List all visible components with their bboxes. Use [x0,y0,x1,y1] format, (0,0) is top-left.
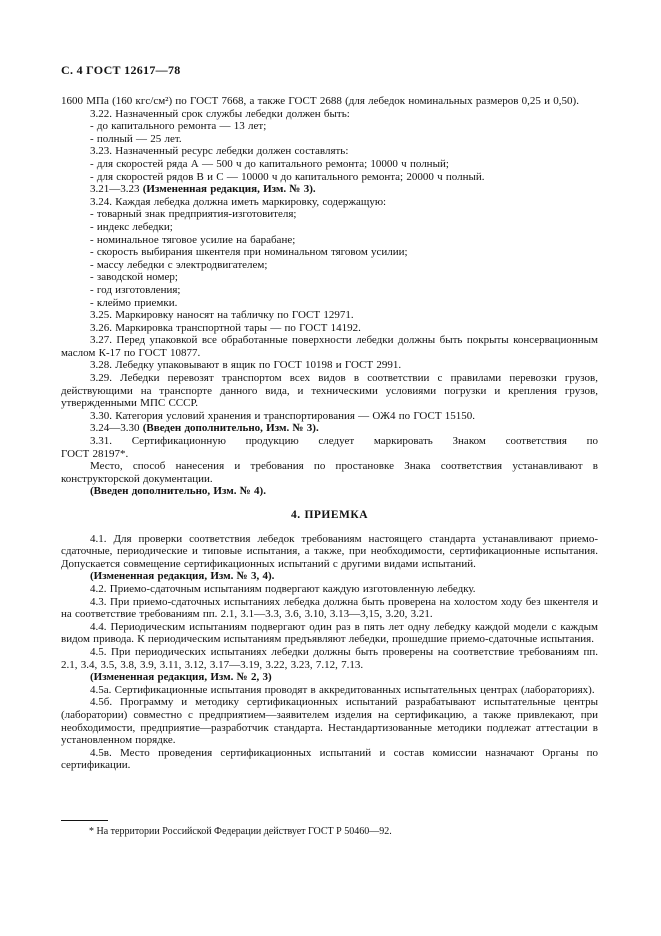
page-header: С. 4 ГОСТ 12617—78 [61,63,181,77]
paragraph [61,596,598,621]
paragraph [61,460,598,485]
paragraph [61,410,598,423]
text-run: - индекс лебедки; [90,220,173,233]
bold-run: (Измененная редакция, Изм. № 3). [142,183,316,196]
text-run: 3.24—3.30 [90,422,143,435]
text-run: 4.3. При приемо-сдаточных испытаниях лебедка должна быть проверена на холостом ходу без шкентеля и на соответствие требованиям пп. 2.1, 3.1—3.3, 3.6, 3.10, 3.13—3,15, 3.20, 3.21. [61,595,598,621]
list-item [61,259,598,272]
paragraph [61,95,598,108]
paragraph [61,747,598,772]
text-run: 3.21—3.23 [90,183,143,196]
list-item [61,171,598,184]
revision-note [61,183,598,196]
paragraph [61,334,598,359]
text-run: - год изготовления; [90,283,181,296]
text-run: 3.23. Назначенный ресурс лебедки должен составлять: [90,145,349,158]
bold-run: (Введен дополнительно, Изм. № 4). [90,485,266,498]
paragraph [61,684,598,697]
text-run: 4.1. Для проверки соответствия лебедок требованиям настоящего стандарта устанавливают приемо-сдаточные, периодические и типовые испытания, а также, при необходимости, сертификационные испытания. Допускается совмещение сертификационных испытаний с другими видами испытаний. [61,532,598,570]
text-run: 3.29. Лебедки перевозят транспортом всех видов в соответствии с правилами перевозки грузов, действующими на транспорте данного вида, и техническими условиями погрузки и крепления грузов, утвержденными МПС СССР. [61,372,598,410]
footnote-text: * На территории Российской Федерации действует ГОСТ Р 50460—92. [89,826,392,837]
section-heading [61,509,598,522]
text-run: 3.22. Назначенный срок службы лебедки должен быть: [90,107,350,120]
text-run: 1600 МПа (160 кгс/см²) по ГОСТ 7668, а также ГОСТ 2688 (для лебедок номинальных размеров 0,25 и 0,50). [61,95,579,107]
text-run: - номинальное тяговое усилие на барабане; [90,233,296,246]
paragraph [61,145,598,158]
list-item [61,297,598,310]
paragraph [61,583,598,596]
text-run: - полный — 25 лет. [90,132,182,145]
document-body [61,95,598,772]
paragraph [61,533,598,571]
list-item [61,246,598,259]
text-run: - для скоростей рядов В и С — 10000 ч до капитального ремонта; 20000 ч полный. [90,170,485,183]
text-run: - скорость выбирания шкентеля при номинальном тяговом усилии; [90,246,408,259]
text-run: 4.5в. Место проведения сертификационных испытаний и состав комиссии назначают Органы по сертификации. [61,746,598,772]
text-run: 4.4. Периодическим испытаниям подвергают один раз в пять лет одну лебедку каждой модели с каждым видом привода. К периодическим испытаниям предъявляют лебедки, прошедшие приемо-сдаточные испытания. [61,620,598,646]
list-item [61,221,598,234]
paragraph [61,435,598,448]
paragraph [61,696,598,746]
text-run: 4.2. Приемо-сдаточным испытаниям подвергают каждую изготовленную лебедку. [90,582,476,595]
revision-note [61,671,598,684]
text-run: 3.31. Сертификационную продукцию следует маркировать Знаком соответствия по [90,435,598,448]
bold-run: (Измененная редакция, Изм. № 2, 3) [90,671,272,684]
text-run: - для скоростей ряда А — 500 ч до капитального ремонта; 10000 ч полный; [90,157,449,170]
text-run: 3.24. Каждая лебедка должна иметь маркировку, содержащую: [90,195,387,208]
text-run: - заводской номер; [90,271,178,284]
text-run: 3.26. Маркировка транспортной тары — по ГОСТ 14192. [90,321,361,334]
list-item [61,234,598,247]
paragraph [61,322,598,335]
list-item [61,284,598,297]
paragraph [61,196,598,209]
text-run: - клеймо приемки. [90,296,178,309]
list-item [61,158,598,171]
list-item [61,120,598,133]
text-run: ГОСТ 28197*. [61,447,129,460]
paragraph-continuation [61,448,598,461]
paragraph [61,309,598,322]
revision-note [61,485,598,498]
text-run: 3.27. Перед упаковкой все обработанные поверхности лебедки должны быть покрыты консервационным маслом К-17 по ГОСТ 10877. [61,334,598,359]
text-run: - товарный знак предприятия-изготовителя; [90,208,297,221]
footnote-divider [61,820,108,821]
bold-run: (Введен дополнительно, Изм. № 3). [142,422,319,435]
list-item [61,208,598,221]
footnote-section [61,820,598,838]
text-run: 4.5б. Программу и методику сертификационных испытаний разрабатывают испытательные центры (лаборатории) совместно с предприятием—заявителем изделия на сертификацию, а также привлекают, при необходимости, предприятие—разработчик стандарта. Нестандартизованные методики подлежат аттестации в установленном порядке. [61,696,598,747]
text-run: 4.5а. Сертификационные испытания проводят в аккредитованных испытательных центрах (лабораториях). [90,683,595,696]
bold-run: (Измененная редакция, Изм. № 3, 4). [90,570,275,583]
paragraph [61,372,598,410]
text-run: 3.28. Лебедку упаковывают в ящик по ГОСТ 10198 и ГОСТ 2991. [90,359,402,372]
list-item [61,271,598,284]
bold-run: 4. ПРИЕМКА [290,509,369,521]
text-run: - до капитального ремонта — 13 лет; [90,120,267,133]
paragraph [61,359,598,372]
paragraph [61,646,598,671]
list-item [61,133,598,146]
paragraph [61,108,598,121]
revision-note [61,570,598,583]
text-run: 3.25. Маркировку наносят на табличку по ГОСТ 12971. [90,309,354,322]
revision-note [61,422,598,435]
text-run: 3.30. Категория условий хранения и транспортирования — ОЖ4 по ГОСТ 15150. [90,409,476,422]
text-run: - массу лебедки с электродвигателем; [90,258,268,271]
text-run: 4.5. При периодических испытаниях лебедки должны быть проверены на соответствие требованиям пп. 2.1, 3.4, 3.5, 3.8, 3.9, 3.11, 3.12, 3.17—3.19, 3.22, 3.23, 7.12, 7.13. [61,645,598,671]
text-run: Место, способ нанесения и требования по простановке Знака соответствия устанавливают в конструкторской документации. [61,460,598,485]
paragraph [61,621,598,646]
